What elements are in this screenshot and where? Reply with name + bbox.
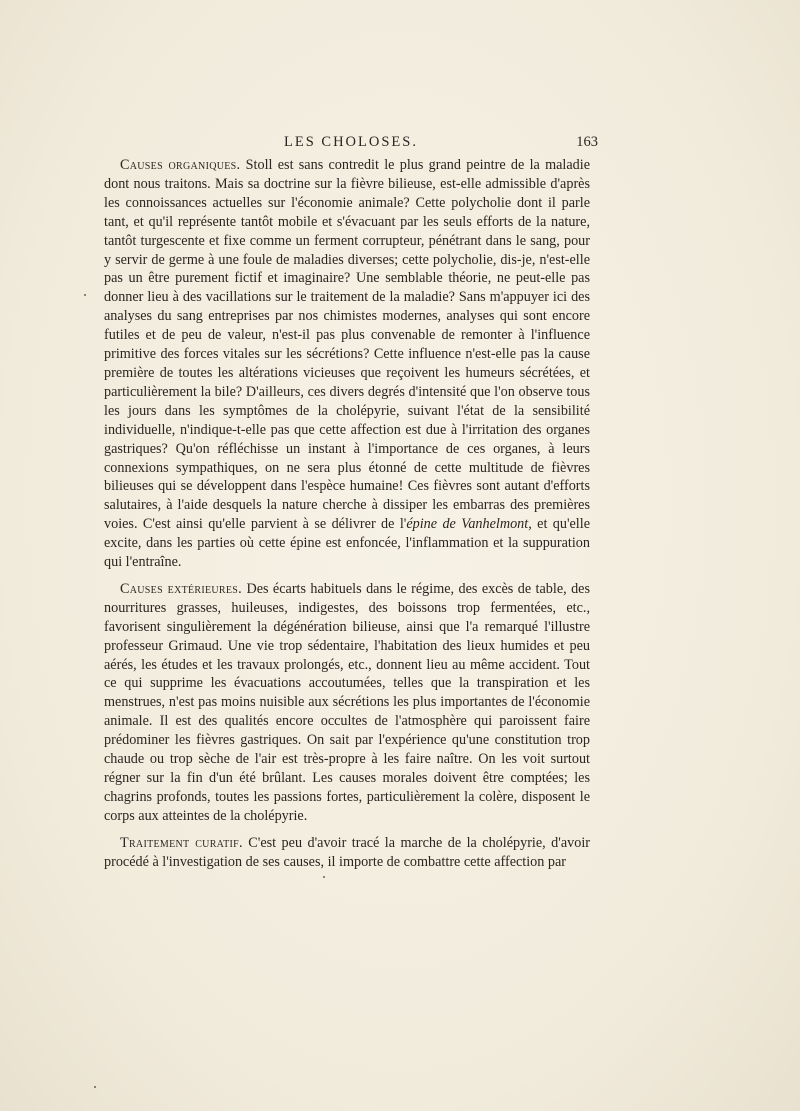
section-heading: Causes organiques. xyxy=(120,157,241,173)
page-header xyxy=(104,134,598,156)
paper-speck xyxy=(323,876,325,878)
running-title: LES CHOLOSES. xyxy=(284,134,418,150)
paragraph-causes-organiques xyxy=(104,156,590,572)
paragraph-text: C'est peu d'avoir tracé la marche de la cholépyrie, d'avoir procédé à l'investigation de ses causes, il importe de combattre cette affection par xyxy=(104,834,590,870)
body-text xyxy=(104,156,590,872)
paragraph-traitement-curatif xyxy=(104,834,590,872)
italic-term: épine de Vanhelmont xyxy=(406,516,529,533)
paragraph-text: Des écarts habituels dans le régime, des excès de table, des nourritures grasses, huileuses, indigestes, des boissons trop fermentées, etc., favorisent singulièrement la dégénération bilieuse, ainsi que l'a remarqué l'illustre professeur Grimaud. Une vie trop sédentaire, l'habitation des lieux humides et peu aérés, les études et les travaux prolongés, etc., donnent lieu au même accident. Tout ce qui supprime les évacuations accoutumées, telles que la transpiration et les menstrues, n'est pas moins nuisible aux sécrétions les plus importantes de l'économie animale. Il est des qualités encore occultes de l'atmosphère qui paroissent faire prédominer les fièvres gastriques. On sait par l'expérience qu'une constitution trop chaude ou trop sèche de l'air est très-propre à les faire naître. On les voit surtout régner sur la fin d'un été brûlant. Les causes morales doivent être comptées; les chagrins profonds, toutes les passions fortes, particulièrement la colère, disposent le corps aux atteintes de la cholépyrie. xyxy=(104,580,590,824)
paragraph-text: , et qu'elle excite, dans les parties où cette épine est enfoncée, l'inflammation et la suppuration qui l'entraîne. xyxy=(104,516,590,571)
paragraph-text: Stoll est sans contredit le plus grand peintre de la maladie dont nous traitons. Mais sa doctrine sur la fièvre bilieuse, est-elle admissible d'après les connoissances actuelles sur l'économie animale? Cette polycholie dont il parle tant, et qu'il représente tantôt mobile et s'évacuant par les seuls efforts de la nature, tantôt turgescente et fixe comme un ferment corrupteur, pénétrant dans le sang, pour y servir de germe à une foule de maladies diverses; cette polycholie, dis-je, n'est-elle pas un être purement fictif et imaginaire? Une semblable théorie, ne peut-elle pas donner lieu à des vacillations sur le traitement de la maladie? Sans m'appuyer ici des analyses du sang entreprises par nos chimistes modernes, analyses qui sont encore futiles et de peu de valeur, n'est-il pas plus convenable de remonter à l'influence primitive des forces vitales sur les sécrétions? Cette influence n'est-elle pas la cause première de toutes les altérations vicieuses que reçoivent les humeurs sécrétées, et particulièrement la bile? D'ailleurs, ces divers degrés d'intensité que l'on observe tous les jours dans les symptômes de la cholépyrie, suivant l'état de la sensibilité individuelle, n'indique-t-elle pas que cette affection est due à l'irritation des organes gastriques? Qu'on réfléchisse un instant à l'importance de ces organes, à leurs connexions sympathiques, on ne sera plus étonné de cette multitude de fièvres bilieuses qui se développent dans l'espèce humaine! Ces fièvres sont autant d'efforts salutaires, à l'aide desquels la nature cherche à dissiper les embarras des premières voies. C'est ainsi qu'elle parvient à se délivrer de l' xyxy=(104,157,590,533)
paper-speck xyxy=(94,1086,96,1088)
page-number: 163 xyxy=(576,134,598,150)
section-heading: Traitement curatif. xyxy=(120,834,243,851)
section-heading: Causes extérieures. xyxy=(120,580,243,597)
paragraph-causes-exterieures xyxy=(104,580,590,826)
paper-speck xyxy=(84,294,86,296)
